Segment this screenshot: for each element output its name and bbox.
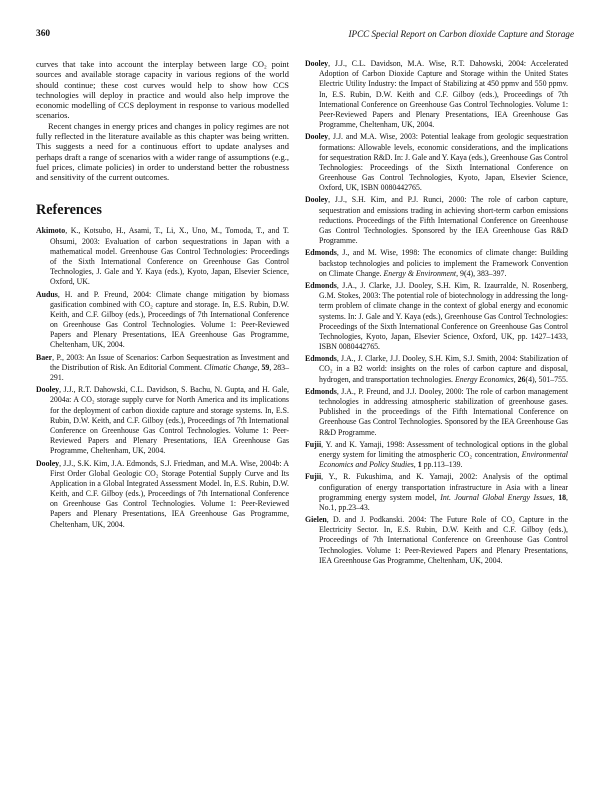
reference-entry: Edmonds, J., and M. Wise, 1998: The economics of climate change: Building backstop technologies and policies to implement the Framework Convention on Climate Change. Energy & Environment, 9(4), 383–397. — [305, 248, 568, 278]
references-list-right — [305, 59, 568, 568]
reference-entry: Dooley, J.J., S.K. Kim, J.A. Edmonds, S.J. Friedman, and M.A. Wise, 2004b: A First Order Global Geologic CO₂ Storage Potential Supply Curve and Its Application in a Global Integrated Assessment Model. In, E.S. Rubin, D.W. Keith, and C.F. Gilboy (eds.), Proceedings of 7th International Conference on Greenhouse Gas Control Technologies. Volume 1: Peer-Reviewed Papers and Plenary Presentations, IEA Greenhouse Gas Programme, Cheltenham, UK, 2004. — [36, 458, 289, 529]
reference-entry: Edmonds, J.A., P. Freund, and J.J. Dooley, 2000: The role of carbon management technologies in addressing atmospheric stabilization of greenhouse gases. Published in the proceedings of the Fifth International Conference on Greenhouse Gas Control Technologies. Sponsored by the IEA Greenhouse Gas R&D Programme. — [305, 386, 568, 437]
running-header: IPCC Special Report on Carbon dioxide Capture and Storage — [348, 29, 574, 39]
body-paragraph: Recent changes in energy prices and changes in policy regimes are not fully reflected in the literature available as this chapter was being written. This suggests a need for a continuous effort to update analyses and perhaps draft a range of scenarios with a wider range of assumptions (e.g., fuel prices, climate policies) in order to understand better the robustness and sensitivity of the current outcomes. — [36, 120, 289, 183]
references-list-left — [36, 226, 289, 529]
reference-entry: Dooley, J.J., S.H. Kim, and P.J. Runci, 2000: The role of carbon capture, sequestration and emissions trading in achieving short-term carbon emissions reductions. Proceedings of the Fifth International Conference on Greenhouse Gas Control Technologies. Sponsored by the IEA Greenhouse Gas R&D Programme. — [305, 195, 568, 246]
reference-entry: Fujii, Y., R. Fukushima, and K. Yamaji, 2002: Analysis of the optimal configuration of energy transportation infrastructure in Asia with a linear programming energy system model, Int. Journal Global Energy Issues, 18, No.1, pp.23–43. — [305, 472, 568, 512]
reference-entry: Dooley, J.J. and M.A. Wise, 2003: Potential leakage from geologic sequestration formations: Allowable levels, economic considerations, and the implications for sequestration R&D. In: J. Gale and Y. Kaya (eds.), Greenhouse Gas Control Technologies: Proceedings of the Sixth International Conference on Greenhouse Gas Control Technologies, Kyoto, Japan, Elsevier Science, Oxford, UK, ISBN 0080442765. — [305, 132, 568, 193]
reference-entry: Gielen, D. and J. Podkanski. 2004: The Future Role of CO₂ Capture in the Electricity Sector. In, E.S. Rubin, D.W. Keith and C.F. Gilboy (eds.), Proceedings of 7th International Conference on Greenhouse Gas Control Technologies. Volume 1: Peer-Reviewed Papers and Plenary Presentations, IEA Greenhouse Gas Programme, Cheltenham, UK, 2004. — [305, 515, 568, 565]
body-paragraph: curves that take into account the interplay between large CO₂ point sources and available storage capacity in various regions of the world should continue; these cost curves would help to show how CCS technologies will deploy in practice and would also help improve the economic modelling of CCS deployment in response to various modelled scenarios. — [36, 59, 289, 121]
reference-entry: Edmonds, J.A., J. Clarke, J.J. Dooley, S.H. Kim, R. Izaurralde, N. Rosenberg, G.M. Stokes, 2003: The potential role of biotechnology in addressing the long-term problem of climate change in the context of global energy and economic systems. In: J. Gale and Y. Kaya (eds.), Greenhouse Gas Control Technologies: Proceedings of the Sixth International Conference on Greenhouse Gas Control Technologies, Kyoto, Japan, Elsevier Science, Oxford, UK, pp. 1427–1433, ISBN 0080442765. — [305, 280, 568, 352]
reference-entry: Audus, H. and P. Freund, 2004: Climate change mitigation by biomass gasification combined with CO₂ capture and storage. In, E.S. Rubin, D.W. Keith, and C.F. Gilboy (eds.), Proceedings of 7th International Conference on Greenhouse Gas Control Technologies. Volume 1: Peer-Reviewed Papers and Plenary Presentations, IEA Greenhouse Gas Programme, Cheltenham, UK, 2004. — [36, 289, 289, 350]
left-column — [36, 59, 289, 532]
reference-entry: Akimoto, K., Kotsubo, H., Asami, T., Li, X., Uno, M., Tomoda, T., and T. Ohsumi, 2003: Evaluation of carbon sequestrations in Japan with a mathematical model. Greenhouse Gas Control Technologies: Proceedings of the Sixth International Conference on Greenhouse Gas Control Technologies, J. Gale and Y. Kaya (eds.), Kyoto, Japan, Elsevier Science, Oxford, UK. — [36, 226, 289, 287]
reference-entry: Fujii, Y. and K. Yamaji, 1998: Assessment of technological options in the global energy system for limiting the atmospheric CO₂ concentration, Environmental Economics and Policy Studies, 1 pp.113–139. — [305, 439, 568, 470]
page-number: 360 — [36, 29, 51, 39]
reference-entry: Dooley, J.J., C.L. Davidson, M.A. Wise, R.T. Dahowski, 2004: Accelerated Adoption of Carbon Dioxide Capture and Storage within the United States Electric Utility Industry: the Impact of Stabilizing at 450 ppmv and 550 ppmv. In, E.S. Rubin, D.W. Keith and C.F. Gilboy (eds.), Proceedings of 7th International Conference on Greenhouse Gas Control Technologies. Volume 1: Peer-Reviewed Papers and Plenary Presentations, IEA Greenhouse Gas Programme, Cheltenham, UK, 2004. — [305, 59, 568, 130]
reference-entry: Dooley, J.J., R.T. Dahowski, C.L. Davidson, S. Bachu, N. Gupta, and H. Gale, 2004a: A CO₂ storage supply curve for North America and its implications for the deployment of carbon dioxide capture and storage systems. In, E.S. Rubin, D.W. Keith, and C.F. Gilboy (eds.), Proceedings of 7th International Conference on Greenhouse Gas Control Technologies. Volume 1: Peer-Reviewed Papers and Plenary Presentations, IEA Greenhouse Gas Programme, Cheltenham, UK, 2004. — [36, 385, 289, 456]
references-heading: References — [36, 202, 102, 219]
reference-entry: Edmonds, J.A., J. Clarke, J.J. Dooley, S.H. Kim, S.J. Smith, 2004: Stabilization of CO₂ in a B2 world: insights on the roles of carbon capture and disposal, hydrogen, and transportation technologies. Energy Economics, 26(4), 501–755. — [305, 354, 568, 384]
reference-entry: Baer, P., 2003: An Issue of Scenarios: Carbon Sequestration as Investment and the Distribution of Risk. An Editorial Comment. Climatic Change, 59, 283–291. — [36, 352, 289, 382]
